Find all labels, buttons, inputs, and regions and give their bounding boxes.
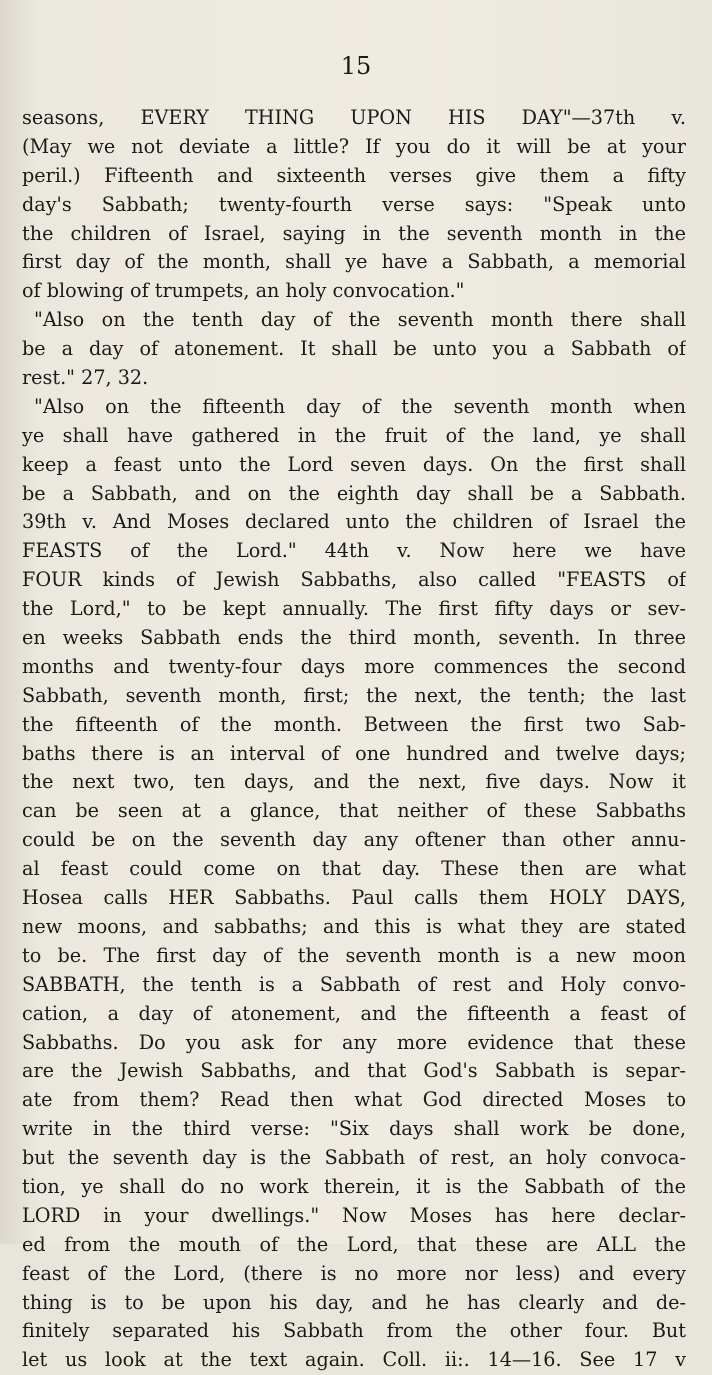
text-line: tion, ye shall do no work therein, it is the Sabbath of the	[22, 1174, 686, 1198]
text-line: the children of Israel, saying in the seventh month in the	[22, 221, 686, 245]
text-line: ate from them? Read then what God directed Moses to	[22, 1088, 686, 1112]
text-line: en weeks Sabbath ends the third month, seventh. In three	[22, 626, 686, 650]
text-line: are the Jewish Sabbaths, and that God's Sabbath is separ-	[22, 1059, 686, 1083]
text-line: cation, a day of atonement, and the fifteenth a feast of	[22, 1001, 686, 1025]
text-line: keep a feast unto the Lord seven days. On the first shall	[22, 452, 686, 476]
text-line: al feast could come on that day. These then are what	[22, 857, 686, 881]
text-line: be a day of atonement. It shall be unto you a Sabbath of	[22, 337, 686, 361]
text-line: "Also on the tenth day of the seventh month there shall	[34, 308, 686, 332]
text-line: the Lord," to be kept annually. The first fifty days or sev-	[22, 597, 686, 621]
text-line: baths there is an interval of one hundred and twelve days;	[22, 741, 686, 765]
text-line: the fifteenth of the month. Between the first two Sab-	[22, 712, 686, 736]
text-line: can be seen at a glance, that neither of these Sabbaths	[22, 799, 686, 823]
text-line: Sabbaths. Do you ask for any more evidence that these	[22, 1030, 686, 1054]
text-line: new moons, and sabbaths; and this is what they are stated	[22, 914, 686, 938]
text-line: of blowing of trumpets, an holy convocation."	[22, 279, 465, 303]
text-line: seasons, EVERY THING UPON HIS DAY"—37th v.	[22, 106, 686, 129]
text-line: SABBATH, the tenth is a Sabbath of rest and Holy convo-	[22, 972, 686, 996]
text-line: Hosea calls HER Sabbaths. Paul calls them HOLY DAYS,	[22, 886, 686, 910]
text-line: months and twenty-four days more commences the second	[22, 654, 686, 678]
text-line: "Also on the fifteenth day of the seventh month when	[34, 394, 686, 418]
text-line: write in the third verse: "Six days shall work be done,	[22, 1117, 686, 1141]
text-line: but the seventh day is the Sabbath of rest, an holy convoca-	[22, 1146, 686, 1170]
text-line: 39th v. And Moses declared unto the children of Israel the	[22, 510, 686, 534]
text-line: to be. The first day of the seventh month is a new moon	[22, 943, 686, 967]
text-line: finitely separated his Sabbath from the other four. But	[22, 1319, 686, 1343]
body-text	[22, 104, 686, 1375]
text-line: first day of the month, shall ye have a Sabbath, a memorial	[22, 250, 686, 274]
text-line: be a Sabbath, and on the eighth day shall be a Sabbath.	[22, 481, 686, 505]
text-line: feast of the Lord, (there is no more nor less) and every	[22, 1261, 686, 1285]
text-line: could be on the seventh day any oftener than other annu-	[22, 828, 686, 852]
text-line: the next two, ten days, and the next, five days. Now it	[22, 770, 686, 794]
text-line: day's Sabbath; twenty-fourth verse says: "Speak unto	[22, 192, 686, 216]
text-line: thing is to be upon his day, and he has clearly and de-	[22, 1290, 686, 1314]
text-line: let us look at the text again. Coll. ii:. 14—16. See 17 v	[22, 1348, 686, 1372]
text-line: FEASTS of the Lord." 44th v. Now here we have	[22, 539, 686, 563]
text-line: ye shall have gathered in the fruit of the land, ye shall	[22, 423, 686, 447]
text-line: Sabbath, seventh month, first; the next, the tenth; the last	[22, 683, 686, 707]
text-line: FOUR kinds of Jewish Sabbaths, also called "FEASTS of	[22, 568, 686, 592]
text-line: LORD in your dwellings." Now Moses has here declar-	[22, 1203, 686, 1227]
text-line: peril.) Fifteenth and sixteenth verses give them a fifty	[22, 163, 686, 187]
text-line: ed from the mouth of the Lord, that these are ALL the	[22, 1232, 686, 1256]
page-number: 15	[340, 52, 372, 80]
text-line: rest." 27, 32.	[22, 366, 149, 390]
text-line: (May we not deviate a little? If you do it will be at your	[22, 134, 686, 158]
